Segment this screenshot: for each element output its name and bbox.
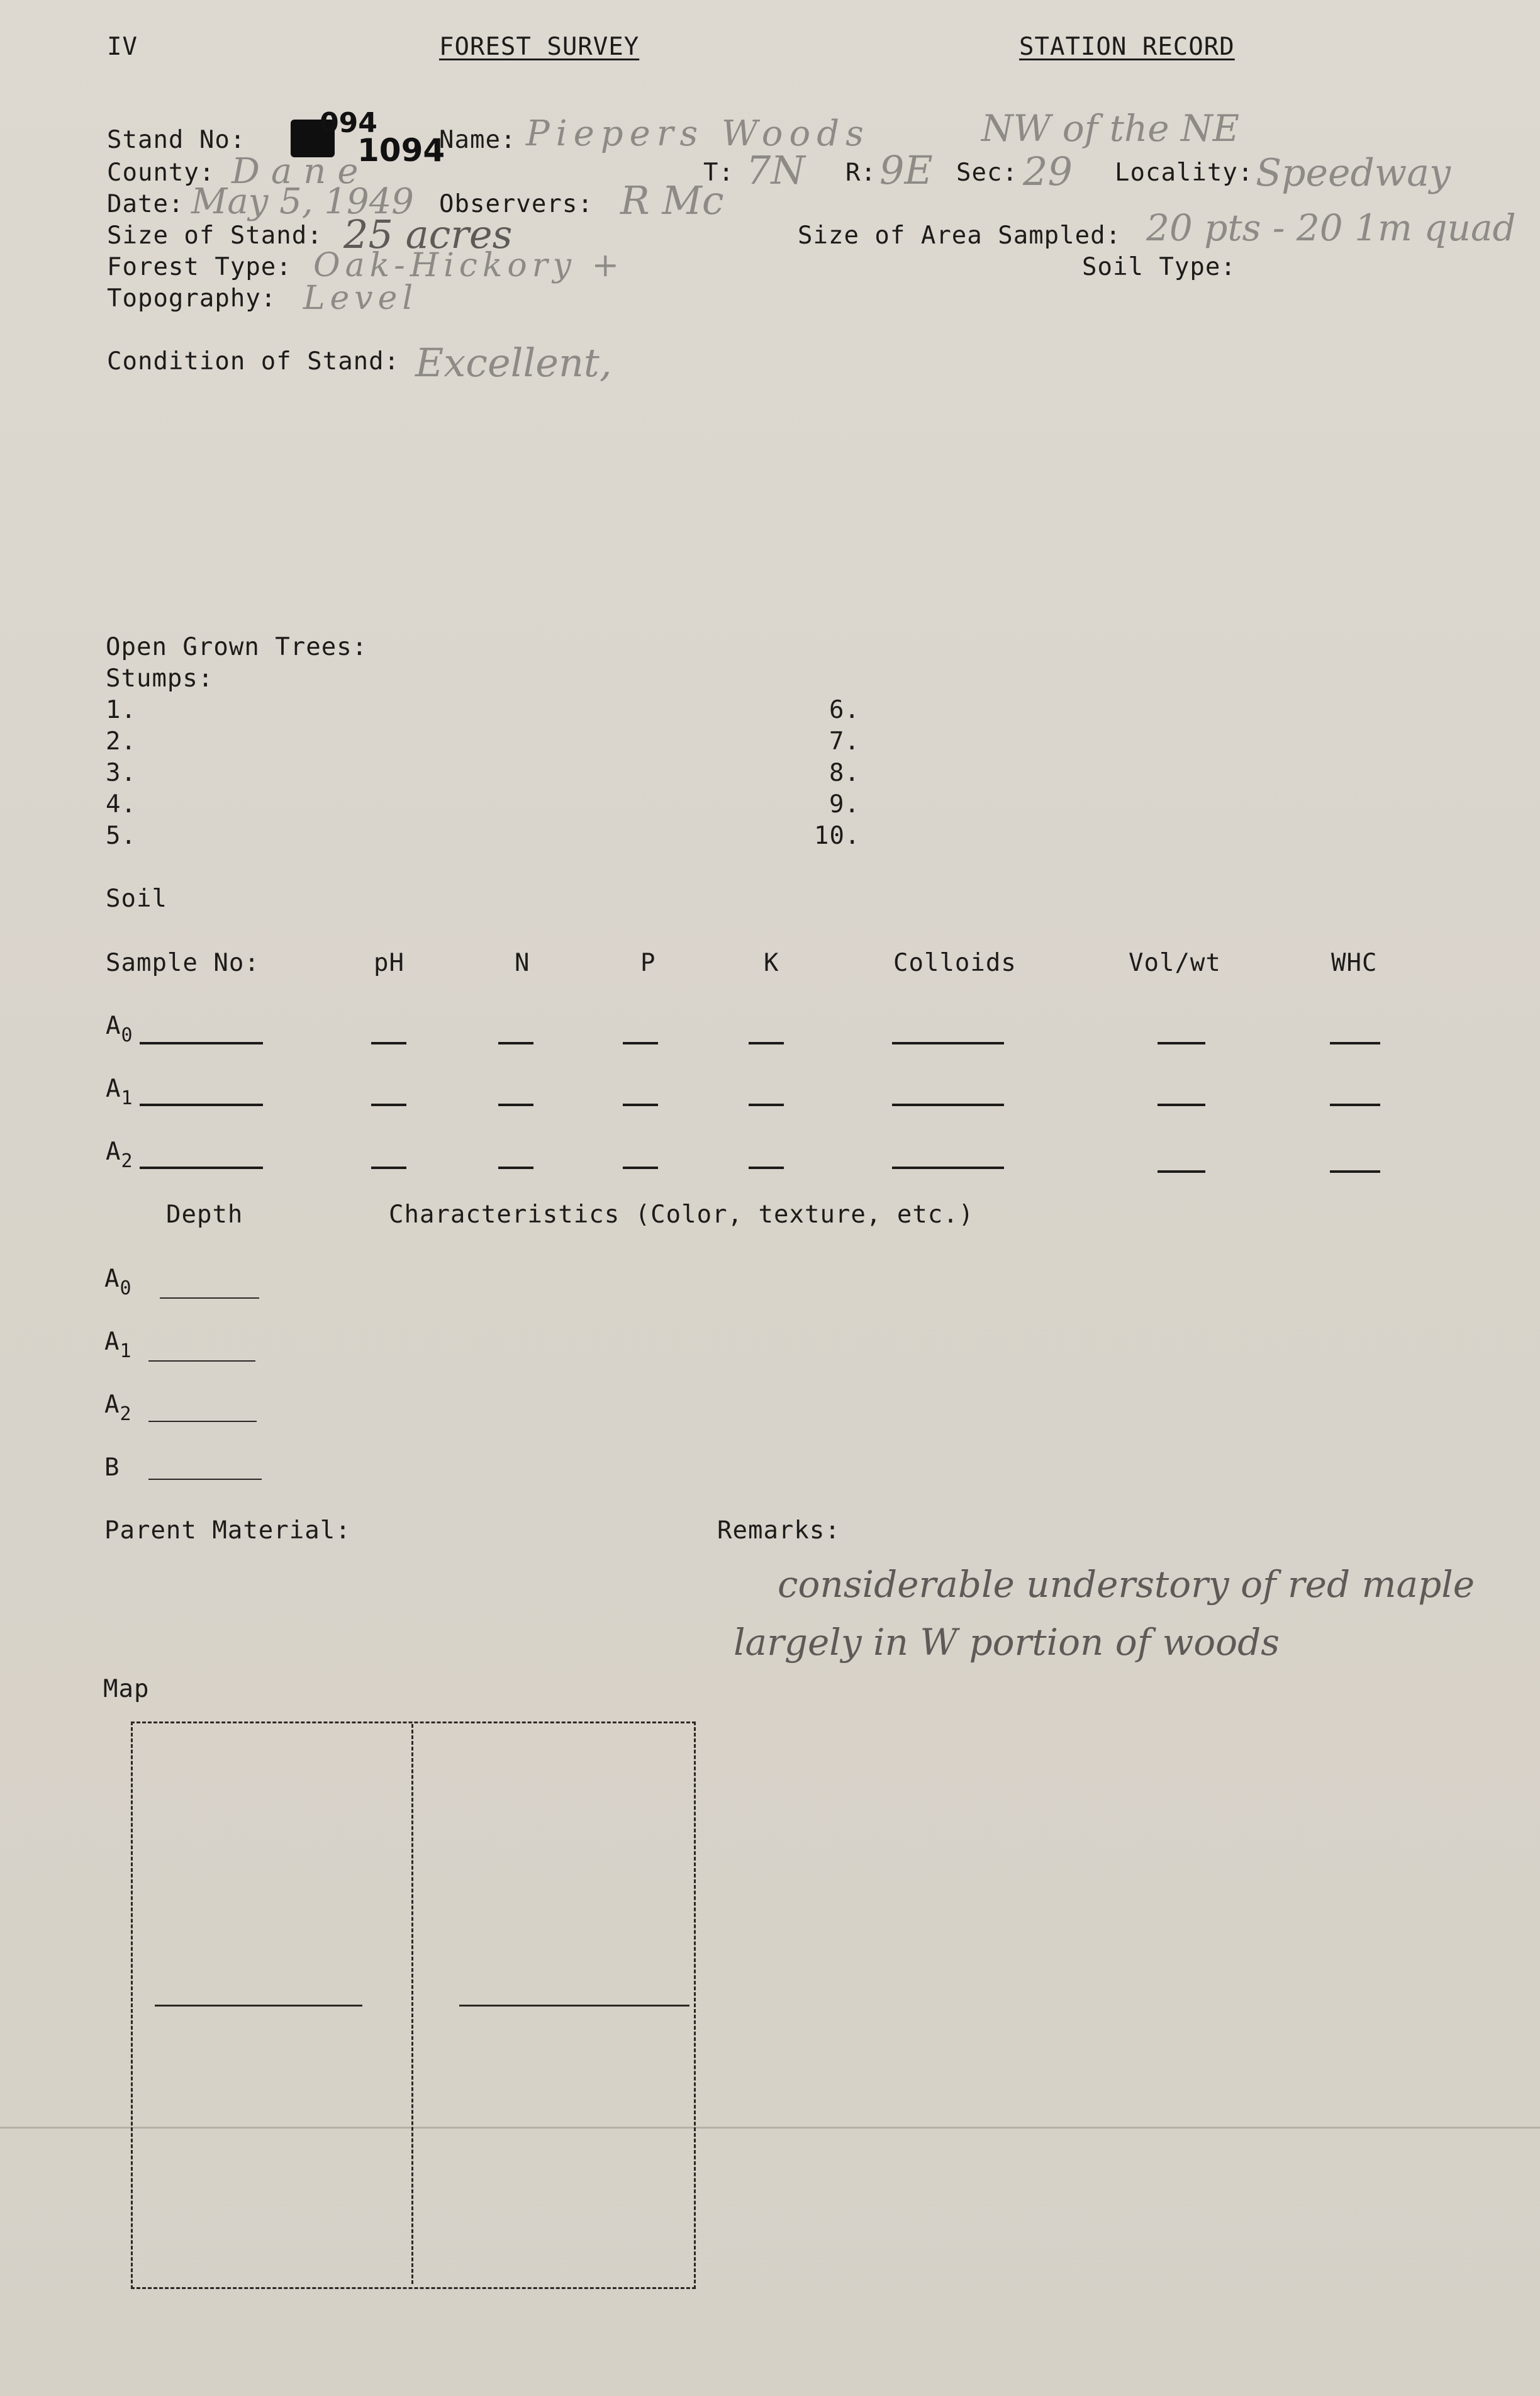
soil-type-label: Soil Type:: [1082, 253, 1236, 281]
blank-line: [749, 1042, 784, 1044]
blank-line: [140, 1167, 263, 1169]
column-header: N: [515, 949, 530, 977]
blank-line: [1330, 1104, 1380, 1106]
blank-line: [371, 1104, 406, 1106]
blank-line: [623, 1167, 658, 1169]
depth-row-label: $A_2$: [104, 1391, 132, 1425]
remarks-label: Remarks:: [717, 1516, 840, 1545]
blank-line: [749, 1104, 784, 1106]
stand-no-stamp: 1094: [357, 132, 445, 169]
blank-line: [148, 1421, 257, 1422]
topography-value: Level: [303, 279, 418, 317]
blank-line: [498, 1104, 533, 1106]
locality-label: Locality:: [1115, 159, 1254, 187]
locality-value: Speedway: [1256, 151, 1451, 195]
observers-label: Observers:: [439, 190, 593, 218]
characteristics-label: Characteristics (Color, texture, etc.): [389, 1201, 974, 1229]
sample-row-label: $A_1$: [106, 1075, 133, 1109]
stand-no-stamp-partial: 094: [320, 107, 377, 139]
condition-value: Excellent,: [415, 340, 612, 386]
column-header: Vol/wt: [1129, 949, 1221, 977]
stump-number: 3.: [106, 759, 137, 787]
blank-line: [1158, 1042, 1205, 1044]
blank-line: [498, 1042, 533, 1044]
county-value: Dane: [232, 151, 370, 192]
size-area-value: 20 pts - 20 1m quad: [1146, 206, 1516, 249]
soil-heading: Soil: [106, 885, 167, 913]
column-header: Sample No:: [106, 949, 260, 977]
page-number: IV: [107, 33, 138, 61]
map-label: Map: [103, 1675, 150, 1703]
column-header: P: [640, 949, 656, 977]
stumps-label: Stumps:: [106, 664, 214, 693]
sample-row-label: $A_0$: [106, 1012, 133, 1046]
blank-line: [1330, 1170, 1380, 1173]
blank-line: [892, 1042, 1004, 1044]
stump-number: 2.: [106, 727, 137, 756]
size-of-stand-value: 25 acres: [343, 211, 513, 257]
sec-note: NW of the NE: [981, 107, 1240, 150]
depth-row-label: $A_1$: [104, 1328, 132, 1362]
stand-no-label: Stand No:: [107, 126, 246, 154]
stump-number: 7.: [829, 727, 860, 756]
size-of-stand-label: Size of Stand:: [107, 221, 323, 250]
blank-line: [148, 1360, 255, 1362]
stump-number: 1.: [106, 696, 137, 724]
blank-line: [371, 1042, 406, 1044]
township-label: T:: [703, 159, 734, 187]
depth-label: Depth: [166, 1201, 243, 1229]
stump-number: 4.: [106, 790, 137, 819]
blank-line: [140, 1104, 263, 1106]
stump-number: 5.: [106, 822, 137, 850]
blank-line: [623, 1104, 658, 1106]
forest-type-label: Forest Type:: [107, 253, 292, 281]
date-label: Date:: [107, 190, 184, 218]
map-grid-line: [411, 1724, 413, 2284]
blank-line: [623, 1042, 658, 1044]
section-value: 29: [1023, 148, 1073, 194]
blank-line: [371, 1167, 406, 1169]
range-value: 9E: [879, 147, 933, 193]
depth-row-label: B: [104, 1453, 120, 1482]
column-header: Colloids: [893, 949, 1017, 977]
stump-number: 6.: [829, 696, 860, 724]
name-label: Name:: [439, 126, 516, 154]
blank-line: [892, 1104, 1004, 1106]
blank-line: [148, 1479, 262, 1480]
blank-line: [1330, 1042, 1380, 1044]
column-header: WHC: [1331, 949, 1378, 977]
blank-line: [892, 1167, 1004, 1169]
topography-label: Topography:: [107, 284, 277, 313]
observers-value: R Mc: [620, 177, 724, 223]
blank-line: [749, 1167, 784, 1169]
section-label: Sec:: [956, 159, 1018, 187]
range-label: R:: [845, 159, 876, 187]
township-value: 7N: [746, 147, 805, 193]
depth-row-label: $A_0$: [104, 1265, 132, 1299]
column-header: pH: [374, 949, 405, 977]
stump-number: 9.: [829, 790, 860, 819]
map-grid-line: [459, 2005, 689, 2007]
remarks-line: largely in W portion of woods: [734, 1621, 1280, 1664]
blank-line: [498, 1167, 533, 1169]
form-title-right: STATION RECORD: [1019, 33, 1235, 61]
map-grid-line: [155, 2005, 362, 2007]
county-label: County:: [107, 159, 215, 187]
blank-line: [140, 1042, 263, 1044]
open-grown-label: Open Grown Trees:: [106, 633, 368, 661]
stump-number: 10.: [814, 822, 861, 850]
column-header: K: [764, 949, 779, 977]
condition-label: Condition of Stand:: [107, 347, 400, 376]
parent-material-label: Parent Material:: [104, 1516, 351, 1545]
form-title: FOREST SURVEY: [439, 33, 640, 61]
name-value: Piepers Woods: [526, 113, 870, 154]
date-value: May 5, 1949: [191, 181, 414, 222]
blank-line: [1158, 1170, 1205, 1173]
remarks-line: considerable understory of red maple: [778, 1563, 1475, 1606]
sample-row-label: $A_2$: [106, 1138, 133, 1172]
blank-line: [1158, 1104, 1205, 1106]
size-area-label: Size of Area Sampled:: [798, 221, 1122, 250]
blank-line: [160, 1297, 259, 1299]
stump-number: 8.: [829, 759, 860, 787]
forest-type-value: Oak-Hickory +: [313, 247, 625, 284]
